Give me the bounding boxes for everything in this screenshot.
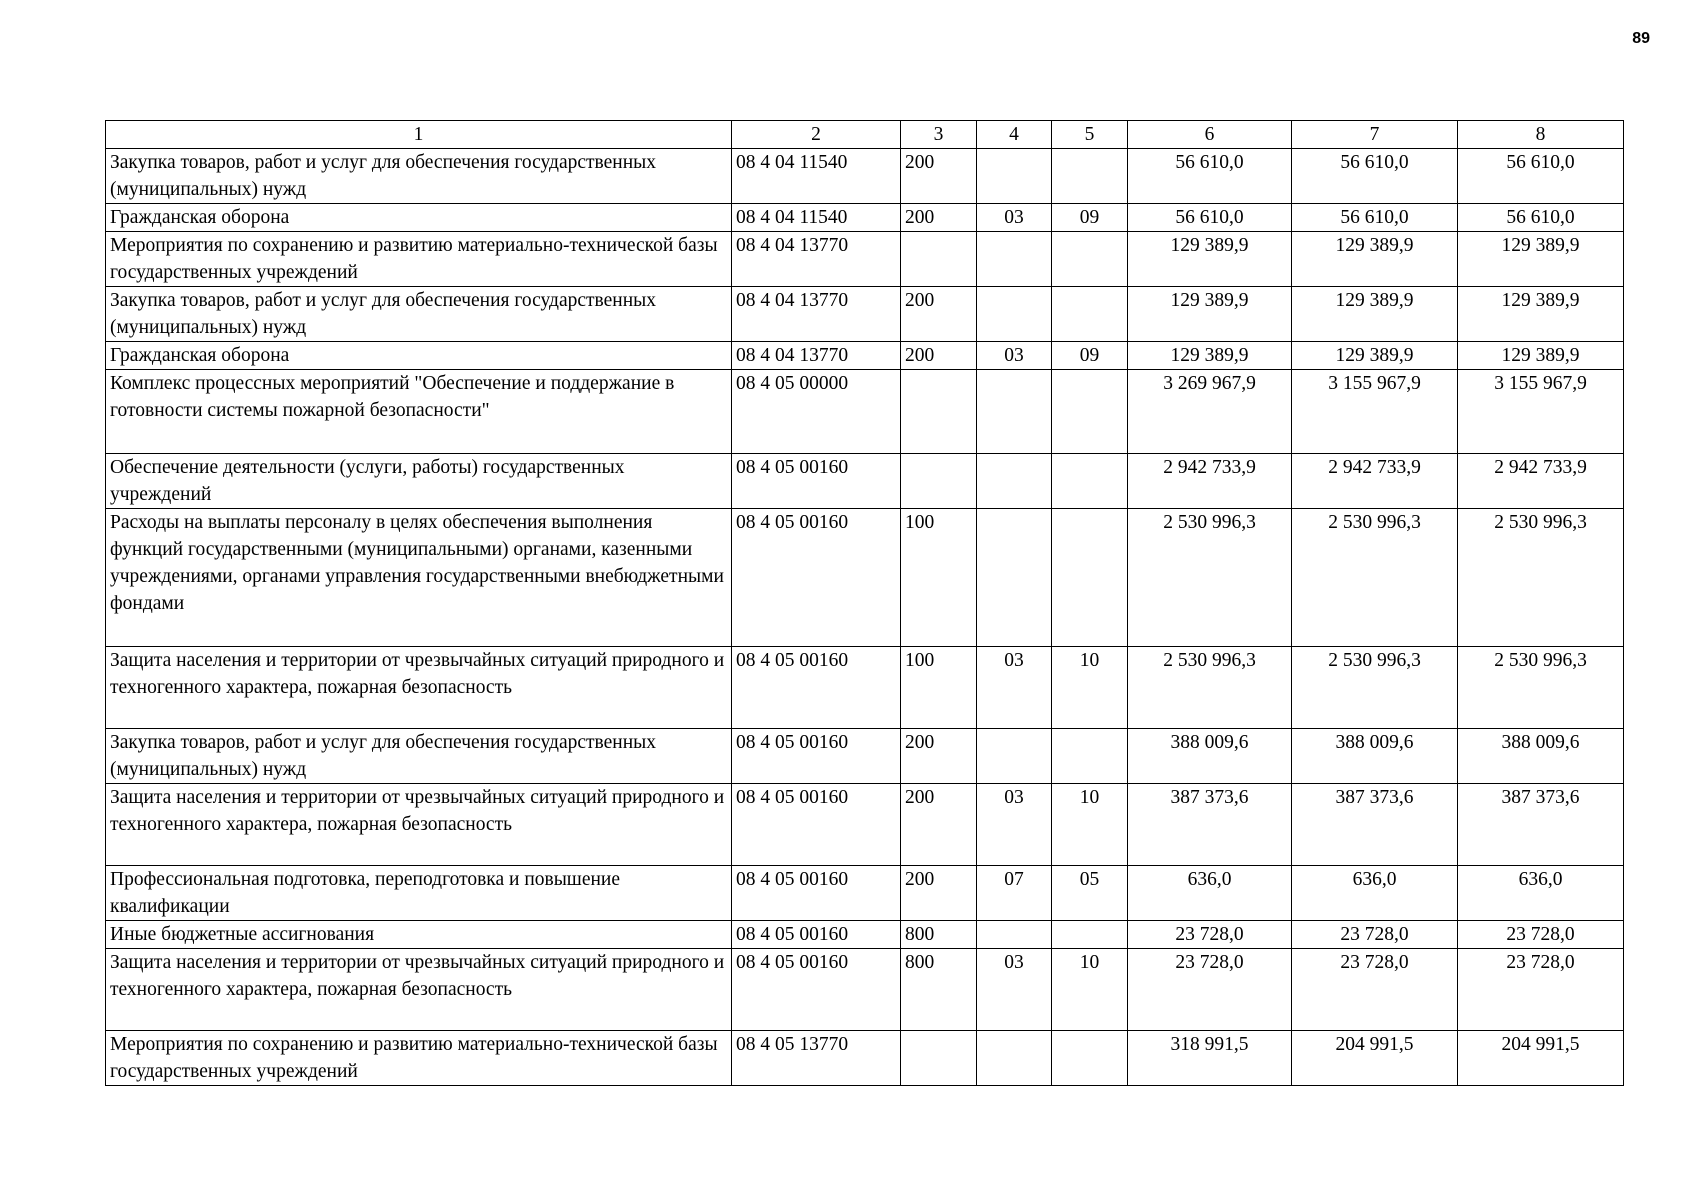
section-cell [977, 232, 1052, 287]
subsection-cell [1052, 1031, 1128, 1086]
amount-cell-col8: 56 610,0 [1458, 204, 1624, 232]
target-article-code-cell: 08 4 04 13770 [732, 342, 901, 370]
amount-cell-col8: 3 155 967,9 [1458, 370, 1624, 454]
amount-cell-col6: 636,0 [1128, 866, 1292, 921]
amount-cell-col7: 204 991,5 [1292, 1031, 1458, 1086]
table-row [106, 729, 1624, 784]
section-cell: 03 [977, 949, 1052, 1031]
amount-cell-col6: 2 530 996,3 [1128, 647, 1292, 729]
target-article-code-cell: 08 4 05 00160 [732, 647, 901, 729]
column-header: 2 [732, 121, 901, 149]
amount-cell-col8: 56 610,0 [1458, 149, 1624, 204]
expense-name-cell: Мероприятия по сохранению и развитию материально-технической базы государственных учреждений [106, 1031, 732, 1086]
amount-cell-col6: 2 530 996,3 [1128, 509, 1292, 647]
section-cell [977, 287, 1052, 342]
section-cell [977, 921, 1052, 949]
amount-cell-col7: 387 373,6 [1292, 784, 1458, 866]
target-article-code-cell: 08 4 05 00160 [732, 454, 901, 509]
amount-cell-col7: 636,0 [1292, 866, 1458, 921]
amount-cell-col7: 2 530 996,3 [1292, 647, 1458, 729]
expense-type-cell: 200 [901, 729, 977, 784]
target-article-code-cell: 08 4 05 00160 [732, 729, 901, 784]
amount-cell-col6: 129 389,9 [1128, 342, 1292, 370]
subsection-cell [1052, 729, 1128, 784]
subsection-cell: 09 [1052, 342, 1128, 370]
amount-cell-col6: 3 269 967,9 [1128, 370, 1292, 454]
amount-cell-col7: 23 728,0 [1292, 949, 1458, 1031]
expense-type-cell: 200 [901, 784, 977, 866]
subsection-cell [1052, 149, 1128, 204]
column-header: 5 [1052, 121, 1128, 149]
subsection-cell [1052, 287, 1128, 342]
amount-cell-col7: 129 389,9 [1292, 232, 1458, 287]
table-row [106, 204, 1624, 232]
expense-type-cell: 800 [901, 949, 977, 1031]
expense-type-cell: 100 [901, 647, 977, 729]
amount-cell-col7: 23 728,0 [1292, 921, 1458, 949]
amount-cell-col7: 56 610,0 [1292, 204, 1458, 232]
expense-type-cell: 800 [901, 921, 977, 949]
target-article-code-cell: 08 4 04 13770 [732, 287, 901, 342]
amount-cell-col8: 204 991,5 [1458, 1031, 1624, 1086]
subsection-cell: 10 [1052, 949, 1128, 1031]
expense-name-cell: Иные бюджетные ассигнования [106, 921, 732, 949]
amount-cell-col8: 388 009,6 [1458, 729, 1624, 784]
section-cell [977, 454, 1052, 509]
table-row [106, 866, 1624, 921]
target-article-code-cell: 08 4 05 00160 [732, 949, 901, 1031]
amount-cell-col7: 129 389,9 [1292, 342, 1458, 370]
target-article-code-cell: 08 4 04 11540 [732, 204, 901, 232]
amount-cell-col6: 129 389,9 [1128, 232, 1292, 287]
section-cell [977, 509, 1052, 647]
expense-type-cell: 100 [901, 509, 977, 647]
amount-cell-col7: 129 389,9 [1292, 287, 1458, 342]
subsection-cell [1052, 454, 1128, 509]
column-header: 1 [106, 121, 732, 149]
section-cell [977, 729, 1052, 784]
amount-cell-col6: 2 942 733,9 [1128, 454, 1292, 509]
table-row [106, 287, 1624, 342]
table-row [106, 342, 1624, 370]
amount-cell-col6: 23 728,0 [1128, 949, 1292, 1031]
amount-cell-col8: 23 728,0 [1458, 921, 1624, 949]
column-header: 6 [1128, 121, 1292, 149]
expense-type-cell [901, 454, 977, 509]
subsection-cell [1052, 232, 1128, 287]
expense-type-cell: 200 [901, 866, 977, 921]
amount-cell-col7: 2 530 996,3 [1292, 509, 1458, 647]
amount-cell-col7: 56 610,0 [1292, 149, 1458, 204]
table-row [106, 232, 1624, 287]
amount-cell-col8: 387 373,6 [1458, 784, 1624, 866]
expense-type-cell [901, 232, 977, 287]
target-article-code-cell: 08 4 05 00160 [732, 784, 901, 866]
target-article-code-cell: 08 4 04 11540 [732, 149, 901, 204]
table-row [106, 370, 1624, 454]
amount-cell-col6: 129 389,9 [1128, 287, 1292, 342]
target-article-code-cell: 08 4 05 00160 [732, 509, 901, 647]
amount-cell-col7: 2 942 733,9 [1292, 454, 1458, 509]
column-number-row [106, 121, 1624, 149]
expense-type-cell [901, 1031, 977, 1086]
expense-type-cell: 200 [901, 287, 977, 342]
expense-name-cell: Расходы на выплаты персоналу в целях обеспечения выполнения функций государственными (муниципальными) органами, казенными учреждениями, органами управления государственными внебюджетными фондами [106, 509, 732, 647]
table-row [106, 784, 1624, 866]
expense-name-cell: Гражданская оборона [106, 342, 732, 370]
target-article-code-cell: 08 4 05 00000 [732, 370, 901, 454]
table-row [106, 149, 1624, 204]
table-row [106, 647, 1624, 729]
section-cell [977, 1031, 1052, 1086]
expense-name-cell: Защита населения и территории от чрезвычайных ситуаций природного и техногенного характера, пожарная безопасность [106, 784, 732, 866]
target-article-code-cell: 08 4 04 13770 [732, 232, 901, 287]
amount-cell-col8: 2 530 996,3 [1458, 509, 1624, 647]
expense-name-cell: Профессиональная подготовка, переподготовка и повышение квалификации [106, 866, 732, 921]
amount-cell-col6: 388 009,6 [1128, 729, 1292, 784]
expense-name-cell: Защита населения и территории от чрезвычайных ситуаций природного и техногенного характера, пожарная безопасность [106, 647, 732, 729]
amount-cell-col8: 129 389,9 [1458, 342, 1624, 370]
expense-name-cell: Закупка товаров, работ и услуг для обеспечения государственных (муниципальных) нужд [106, 287, 732, 342]
section-cell [977, 149, 1052, 204]
amount-cell-col8: 636,0 [1458, 866, 1624, 921]
subsection-cell [1052, 370, 1128, 454]
column-header: 8 [1458, 121, 1624, 149]
table-row [106, 949, 1624, 1031]
section-cell: 03 [977, 784, 1052, 866]
expense-type-cell: 200 [901, 149, 977, 204]
amount-cell-col6: 56 610,0 [1128, 204, 1292, 232]
subsection-cell [1052, 921, 1128, 949]
target-article-code-cell: 08 4 05 13770 [732, 1031, 901, 1086]
amount-cell-col8: 129 389,9 [1458, 232, 1624, 287]
column-header: 4 [977, 121, 1052, 149]
subsection-cell: 05 [1052, 866, 1128, 921]
expense-name-cell: Комплекс процессных мероприятий "Обеспечение и поддержание в готовности системы пожарной безопасности" [106, 370, 732, 454]
section-cell: 03 [977, 342, 1052, 370]
table-row [106, 454, 1624, 509]
amount-cell-col6: 387 373,6 [1128, 784, 1292, 866]
expense-name-cell: Обеспечение деятельности (услуги, работы) государственных учреждений [106, 454, 732, 509]
amount-cell-col6: 56 610,0 [1128, 149, 1292, 204]
subsection-cell: 10 [1052, 784, 1128, 866]
table-row [106, 921, 1624, 949]
amount-cell-col6: 23 728,0 [1128, 921, 1292, 949]
section-cell: 03 [977, 204, 1052, 232]
amount-cell-col8: 2 530 996,3 [1458, 647, 1624, 729]
section-cell: 03 [977, 647, 1052, 729]
table-row [106, 509, 1624, 647]
amount-cell-col8: 129 389,9 [1458, 287, 1624, 342]
expense-name-cell: Гражданская оборона [106, 204, 732, 232]
section-cell [977, 370, 1052, 454]
column-header: 3 [901, 121, 977, 149]
amount-cell-col7: 3 155 967,9 [1292, 370, 1458, 454]
subsection-cell [1052, 509, 1128, 647]
expense-type-cell: 200 [901, 204, 977, 232]
expense-name-cell: Мероприятия по сохранению и развитию материально-технической базы государственных учреждений [106, 232, 732, 287]
expense-name-cell: Закупка товаров, работ и услуг для обеспечения государственных (муниципальных) нужд [106, 149, 732, 204]
page-number: 89 [1632, 30, 1650, 47]
expense-name-cell: Защита населения и территории от чрезвычайных ситуаций природного и техногенного характера, пожарная безопасность [106, 949, 732, 1031]
table-row [106, 1031, 1624, 1086]
amount-cell-col8: 2 942 733,9 [1458, 454, 1624, 509]
expense-type-cell: 200 [901, 342, 977, 370]
column-header: 7 [1292, 121, 1458, 149]
expense-name-cell: Закупка товаров, работ и услуг для обеспечения государственных (муниципальных) нужд [106, 729, 732, 784]
subsection-cell: 09 [1052, 204, 1128, 232]
section-cell: 07 [977, 866, 1052, 921]
target-article-code-cell: 08 4 05 00160 [732, 866, 901, 921]
target-article-code-cell: 08 4 05 00160 [732, 921, 901, 949]
amount-cell-col8: 23 728,0 [1458, 949, 1624, 1031]
amount-cell-col6: 318 991,5 [1128, 1031, 1292, 1086]
subsection-cell: 10 [1052, 647, 1128, 729]
budget-table [105, 120, 1624, 1086]
amount-cell-col7: 388 009,6 [1292, 729, 1458, 784]
expense-type-cell [901, 370, 977, 454]
